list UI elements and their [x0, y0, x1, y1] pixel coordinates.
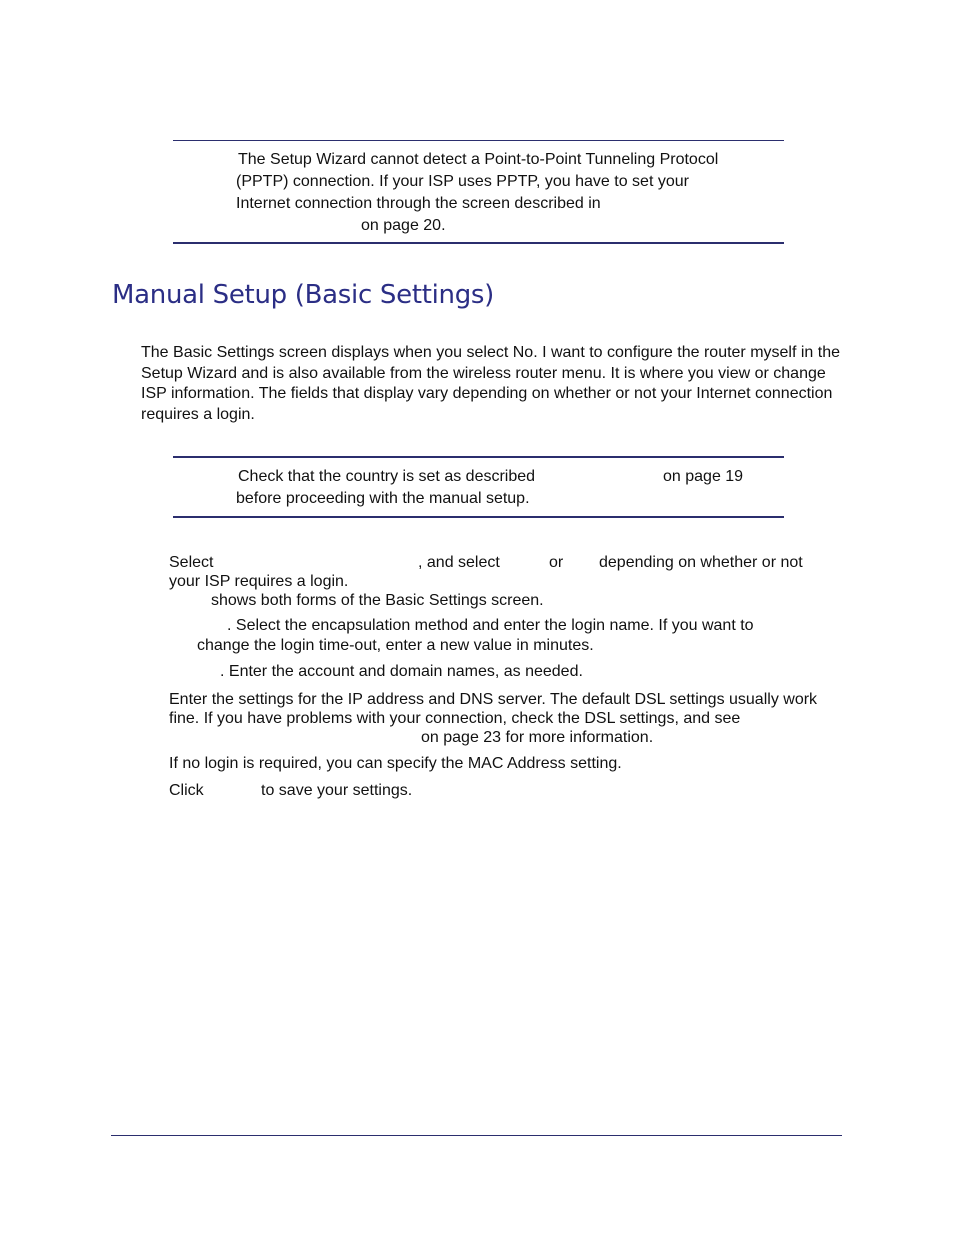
step1-yes-line1: . Select the encapsulation method and enter the login name. If you want to — [227, 617, 754, 634]
note2-line1a: Check that the country is set as described — [238, 468, 536, 485]
step1-shows: shows both forms of the Basic Settings screen. — [211, 592, 544, 609]
note2-top-rule — [173, 456, 784, 458]
step1-no: . Enter the account and domain names, as needed. — [220, 663, 583, 680]
step1-and-select: , and select — [418, 554, 500, 571]
note1-line3: Internet connection through the screen described in — [236, 195, 601, 212]
step1-yes-line2: change the login time-out, enter a new value in minutes. — [197, 637, 594, 654]
note1-line4: on page 20. — [361, 217, 446, 234]
step2-line2: fine. If you have problems with your connection, check the DSL settings, and see — [169, 710, 741, 727]
step1-or: or — [549, 554, 564, 571]
step1-depending: depending on whether or not — [599, 554, 803, 571]
note2-bottom-rule — [173, 516, 784, 518]
step4-click: Click — [169, 782, 204, 799]
step1-line2: your ISP requires a login. — [169, 573, 349, 590]
note-top-rule — [173, 140, 784, 141]
footer-rule — [111, 1135, 842, 1136]
note-bottom-rule — [173, 242, 784, 244]
note2-line1b: on page 19 — [663, 468, 744, 485]
section-heading: Manual Setup (Basic Settings) — [112, 280, 495, 310]
step2-line3: on page 23 for more information. — [421, 729, 654, 746]
step2-line1: Enter the settings for the IP address and DNS server. The default DSL settings usually work — [169, 691, 818, 708]
step3: If no login is required, you can specify the MAC Address setting. — [169, 755, 622, 772]
note1-line2: (PPTP) connection. If your ISP uses PPTP, you have to set your — [236, 173, 689, 190]
note1-line1: The Setup Wizard cannot detect a Point-to-Point Tunneling Protocol — [238, 151, 719, 168]
intro-paragraph: The Basic Settings screen displays when you select No. I want to configure the router myself in the Setup Wizard and is also available from the wireless router menu. It is where you view or change ISP information. The fields that display vary depending on whether or not your Internet connection requires a login. — [141, 344, 841, 423]
step4-rest: to save your settings. — [261, 782, 413, 799]
step1-select: Select — [169, 554, 214, 571]
note2-line2: before proceeding with the manual setup. — [236, 490, 530, 507]
